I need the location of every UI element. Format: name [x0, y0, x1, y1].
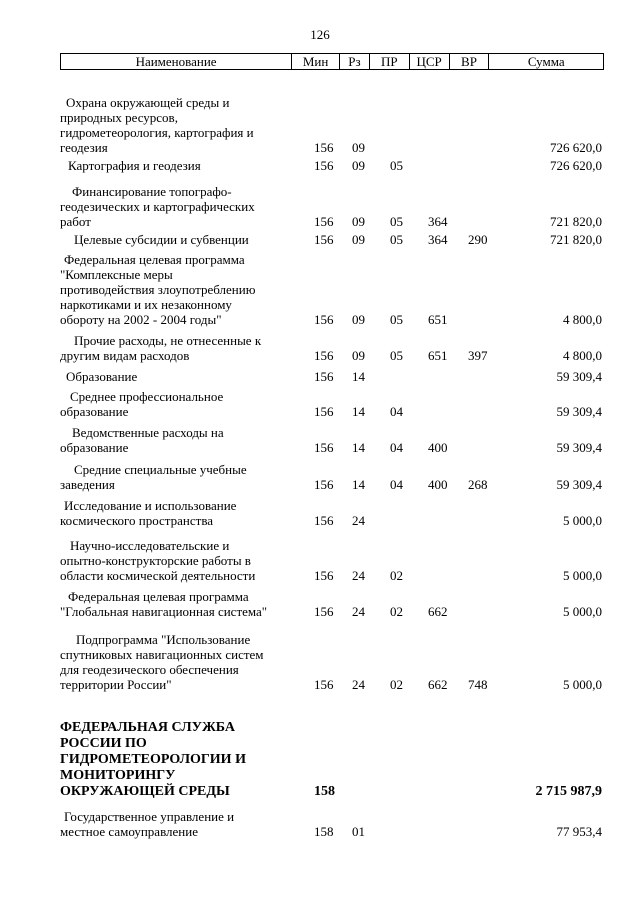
row-sum: 726 620,0 [550, 140, 602, 155]
row-name-line: Прочие расходы, не отнесенные к [74, 333, 262, 348]
row-name-line: Подпрограмма "Использование [76, 632, 251, 647]
row-name-line: Образование [66, 369, 138, 384]
row-vr: 268 [468, 477, 488, 492]
row-name-line: для геодезического обеспечения [60, 662, 239, 677]
row-rz: 09 [352, 158, 365, 173]
table-row [60, 333, 604, 363]
row-min: 156 [314, 232, 334, 247]
row-name [60, 538, 300, 583]
table-row [60, 389, 604, 419]
row-csr: 400 [428, 477, 448, 492]
row-sum: 5 000,0 [563, 604, 602, 619]
row-name-line: Исследование и использование [64, 498, 237, 513]
row-min: 156 [314, 348, 334, 363]
row-sum: 5 000,0 [563, 677, 602, 692]
row-rz: 14 [352, 369, 365, 384]
row-sum: 5 000,0 [563, 568, 602, 583]
row-sum: 4 800,0 [563, 348, 602, 363]
row-sum: 59 309,4 [556, 477, 602, 492]
row-min: 158 [314, 824, 334, 839]
row-name [60, 184, 300, 229]
row-pr: 05 [390, 312, 403, 327]
table-row [60, 184, 604, 229]
row-name-line: космического пространства [60, 513, 214, 528]
row-name-line: Финансирование топографо- [72, 184, 232, 199]
row-name-line: Среднее профессиональное [70, 389, 224, 404]
row-name-line: Государственное управление и [64, 809, 235, 824]
row-min: 156 [314, 312, 334, 327]
table-row [60, 632, 604, 692]
row-name [60, 158, 300, 173]
row-name-line: Федеральная целевая программа [68, 589, 249, 604]
row-min: 156 [314, 604, 334, 619]
row-name [60, 462, 300, 492]
row-sum: 59 309,4 [556, 404, 602, 419]
row-name-line: природных ресурсов, [60, 110, 178, 125]
row-rz: 24 [352, 677, 365, 692]
header-rz: Рз [340, 54, 370, 69]
row-pr: 05 [390, 348, 403, 363]
row-min: 156 [314, 369, 334, 384]
row-rz: 09 [352, 140, 365, 155]
table-row [60, 538, 604, 583]
row-name-line: опытно-конструкторские работы в [60, 553, 251, 568]
row-name-line: РОССИИ ПО [60, 736, 147, 751]
row-csr: 364 [428, 232, 448, 247]
row-pr: 02 [390, 568, 403, 583]
row-name-line: спутниковых навигационных систем [60, 647, 264, 662]
header-sum: Сумма [527, 53, 565, 69]
row-csr: 400 [428, 440, 448, 455]
header-min: Мин [292, 54, 340, 69]
row-min: 156 [314, 477, 334, 492]
row-name-line: ФЕДЕРАЛЬНАЯ СЛУЖБА [60, 720, 235, 735]
row-name [60, 333, 300, 363]
page-number: 126 [310, 27, 330, 42]
row-name [60, 498, 300, 528]
row-pr: 02 [390, 677, 403, 692]
row-name [60, 252, 300, 327]
row-name-line: Целевые субсидии и субвенции [74, 232, 249, 247]
row-csr: 651 [428, 348, 448, 363]
row-name-line: Ведомственные расходы на [72, 425, 224, 440]
row-pr: 05 [390, 214, 403, 229]
row-name-line: образование [60, 404, 129, 419]
row-rz: 09 [352, 214, 365, 229]
row-name [60, 389, 300, 419]
row-min: 156 [314, 158, 334, 173]
header-vr: ВР [450, 54, 490, 69]
row-sum: 721 820,0 [550, 214, 602, 229]
row-vr: 290 [468, 232, 488, 247]
row-name-line: Охрана окружающей среды и [66, 95, 230, 110]
row-name-line: местное самоуправление [60, 824, 198, 839]
row-name [60, 425, 300, 455]
row-rz: 09 [352, 232, 365, 247]
row-name-line: гидрометеорология, картография и [60, 125, 254, 140]
row-sum: 721 820,0 [550, 232, 602, 247]
row-name-line: Средние специальные учебные [74, 462, 247, 477]
header-pr: ПР [370, 54, 410, 69]
table-row [60, 232, 604, 247]
row-name-line: МОНИТОРИНГУ [60, 768, 176, 783]
row-name-line: противодействия злоупотреблению [60, 282, 256, 297]
row-csr: 364 [428, 214, 448, 229]
table-row [60, 809, 604, 839]
row-name-line: ГИДРОМЕТЕОРОЛОГИИ И [60, 752, 246, 767]
row-sum: 77 953,4 [556, 824, 602, 839]
row-pr: 04 [390, 404, 403, 419]
row-sum: 59 309,4 [556, 369, 602, 384]
row-min: 156 [314, 404, 334, 419]
row-sum: 59 309,4 [556, 440, 602, 455]
row-name [60, 589, 300, 619]
table-row [60, 158, 604, 173]
table-row [60, 252, 604, 327]
row-name [60, 369, 300, 384]
table-row [60, 425, 604, 455]
row-pr: 04 [390, 440, 403, 455]
row-name-line: геодезия [60, 140, 108, 155]
row-name-line: "Глобальная навигационная система" [60, 604, 268, 619]
row-sum: 5 000,0 [563, 513, 602, 528]
row-name-line: образование [60, 440, 129, 455]
row-pr: 04 [390, 477, 403, 492]
table-row [60, 589, 604, 619]
row-sum: 4 800,0 [563, 312, 602, 327]
row-pr: 05 [390, 232, 403, 247]
row-rz: 09 [352, 348, 365, 363]
row-name [60, 632, 300, 692]
row-rz: 14 [352, 440, 365, 455]
row-min: 156 [314, 513, 334, 528]
row-name-line: заведения [60, 477, 115, 492]
table-row [60, 720, 604, 800]
row-rz: 01 [352, 824, 365, 839]
row-name-line: Научно-исследовательские и [70, 538, 230, 553]
row-name [60, 95, 300, 155]
row-name-line: территории России" [60, 677, 172, 692]
table-row [60, 462, 604, 492]
row-rz: 24 [352, 604, 365, 619]
row-name-line: Картография и геодезия [68, 158, 201, 173]
row-csr: 662 [428, 604, 448, 619]
row-rz: 24 [352, 513, 365, 528]
row-rz: 14 [352, 477, 365, 492]
row-rz: 09 [352, 312, 365, 327]
row-name-line: другим видам расходов [60, 348, 190, 363]
header-name: Наименование [61, 54, 292, 69]
table-row [60, 498, 604, 528]
header-csr: ЦСР [410, 54, 450, 69]
row-min: 156 [314, 140, 334, 155]
row-pr: 02 [390, 604, 403, 619]
table-row [60, 95, 604, 155]
row-name [60, 809, 300, 839]
row-min: 156 [314, 440, 334, 455]
row-min: 156 [314, 568, 334, 583]
row-name-line: геодезических и картографических [60, 199, 255, 214]
row-name-line: наркотиками и их незаконному [60, 297, 232, 312]
row-rz: 14 [352, 404, 365, 419]
row-vr: 397 [468, 348, 488, 363]
row-sum: 2 715 987,9 [535, 784, 602, 799]
row-min: 156 [314, 214, 334, 229]
row-name-line: Федеральная целевая программа [64, 252, 245, 267]
row-min: 158 [314, 784, 335, 799]
table-header [60, 53, 604, 70]
row-min: 156 [314, 677, 334, 692]
row-csr: 651 [428, 312, 448, 327]
row-name-line: "Комплексные меры [60, 267, 173, 282]
row-name-line: обороту на 2002 - 2004 годы" [60, 312, 222, 327]
row-name [60, 232, 300, 247]
row-name-line: области космической деятельности [60, 568, 256, 583]
row-csr: 662 [428, 677, 448, 692]
row-name-line: ОКРУЖАЮЩЕЙ СРЕДЫ [60, 784, 230, 799]
row-pr: 05 [390, 158, 403, 173]
row-vr: 748 [468, 677, 488, 692]
table-row [60, 369, 604, 384]
row-name [60, 720, 300, 800]
row-name-line: работ [60, 214, 91, 229]
row-rz: 24 [352, 568, 365, 583]
row-sum: 726 620,0 [550, 158, 602, 173]
